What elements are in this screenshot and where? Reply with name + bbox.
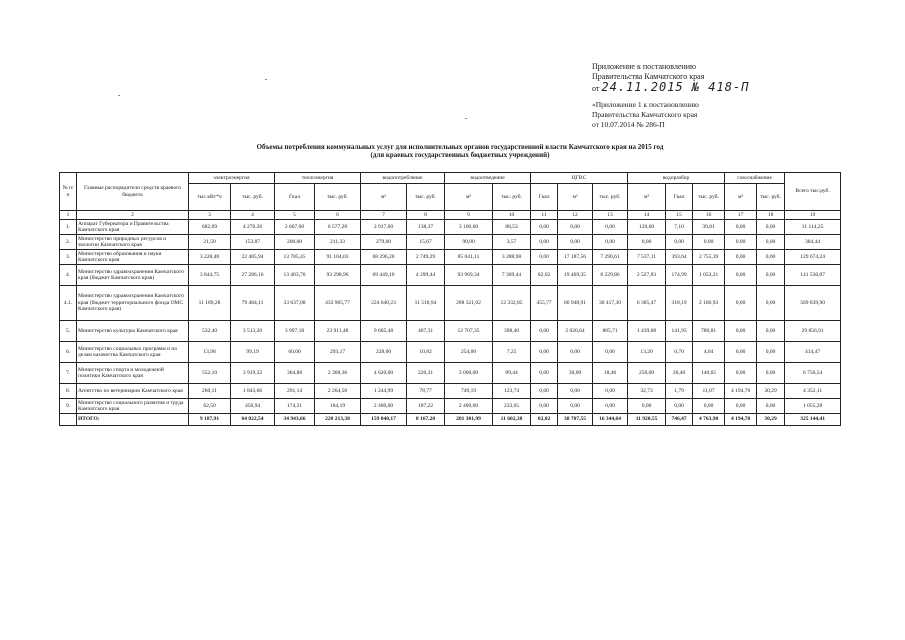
value-cell: 1,79 xyxy=(666,384,693,399)
value-cell: 2 667,00 xyxy=(275,220,315,235)
value-cell: 3 844,75 xyxy=(189,265,231,286)
value-cell: 393,64 xyxy=(666,250,693,265)
header-unit-cell: тыс. руб. xyxy=(757,184,785,211)
value-cell: 29 856,91 xyxy=(785,321,841,342)
row-number: 1. xyxy=(60,220,77,235)
value-cell: 2 527,83 xyxy=(628,265,666,286)
value-cell: 88,53 xyxy=(493,220,531,235)
value-cell: 0,00 xyxy=(593,342,628,363)
resolution-stamp xyxy=(592,62,892,94)
column-number-cell: 6 xyxy=(315,211,361,220)
value-cell: 4 299,44 xyxy=(407,265,445,286)
value-cell: 3 228,48 xyxy=(189,250,231,265)
value-cell: 12 332,85 xyxy=(493,286,531,321)
value-cell: 467,31 xyxy=(407,321,445,342)
value-cell: 0,00 xyxy=(558,399,593,414)
value-cell: 384,44 xyxy=(785,235,841,250)
column-number-cell: 2 xyxy=(77,211,189,220)
value-cell: 0,00 xyxy=(628,235,666,250)
row-name: Аппарат Губернатора и Правительства Камчатского края xyxy=(77,220,189,235)
row-name: Министерство спорта и молодежной политики Камчатского края xyxy=(77,363,189,384)
value-cell: 260,11 xyxy=(189,384,231,399)
value-cell: 138,37 xyxy=(407,220,445,235)
value-cell: 0,00 xyxy=(725,399,757,414)
value-cell: 2 917,00 xyxy=(361,220,407,235)
column-number-cell: 11 xyxy=(531,211,558,220)
value-cell: 224 640,23 xyxy=(361,286,407,321)
value-cell: 0,00 xyxy=(666,399,693,414)
value-cell: 254,00 xyxy=(445,342,493,363)
value-cell: 123,74 xyxy=(493,384,531,399)
scan-speck xyxy=(465,118,467,119)
header-group-sewerage: водоотведение xyxy=(445,173,531,184)
value-cell: 78,77 xyxy=(407,384,445,399)
total-value-cell: 9 187,91 xyxy=(189,414,231,426)
value-cell: 17 187,56 xyxy=(558,250,593,265)
value-cell: 228,00 xyxy=(361,342,407,363)
value-cell: 15,67 xyxy=(407,235,445,250)
value-cell: 288 321,02 xyxy=(445,286,493,321)
stamp-line-2: Правительства Камчатского края xyxy=(592,72,705,81)
row-number: 6. xyxy=(60,342,77,363)
column-number-cell: 18 xyxy=(757,211,785,220)
value-cell: 0,00 xyxy=(558,235,593,250)
value-cell: 184,19 xyxy=(315,399,361,414)
value-cell: 233,05 xyxy=(493,399,531,414)
total-value-cell: 34 943,66 xyxy=(275,414,315,426)
value-cell: 79 484,11 xyxy=(231,286,275,321)
value-cell: 30,29 xyxy=(757,384,785,399)
value-cell: 7 290,61 xyxy=(593,250,628,265)
total-value-cell: 38 707,55 xyxy=(558,414,593,426)
column-number-cell: 16 xyxy=(693,211,725,220)
value-cell: 0,00 xyxy=(757,235,785,250)
total-value-cell: 8 167,20 xyxy=(407,414,445,426)
stamp-line-1: Приложение к постановлению xyxy=(592,62,697,71)
row-number: 2. xyxy=(60,235,77,250)
total-value-cell: 30,29 xyxy=(757,414,785,426)
total-value-cell: 64 022,54 xyxy=(231,414,275,426)
table-row xyxy=(60,363,841,384)
annex-line-1: «Приложение 1 к постановлению xyxy=(592,100,699,109)
value-cell: 2 020,64 xyxy=(558,321,593,342)
value-cell: 2 749,29 xyxy=(407,250,445,265)
total-value-cell: 4 763,98 xyxy=(693,414,725,426)
value-cell: 11 518,94 xyxy=(407,286,445,321)
row-name: Министерство природных ресурсов и экологии Камчатского края xyxy=(77,235,189,250)
value-cell: 3 000,00 xyxy=(445,363,493,384)
value-cell: 0,00 xyxy=(757,250,785,265)
value-cell: 22 485,94 xyxy=(231,250,275,265)
value-cell: 66 948,91 xyxy=(558,286,593,321)
total-value-cell: 4 194,70 xyxy=(725,414,757,426)
value-cell: 682,09 xyxy=(189,220,231,235)
value-cell: 4 194,70 xyxy=(725,384,757,399)
row-number: 4. xyxy=(60,265,77,286)
value-cell: 552,10 xyxy=(189,363,231,384)
row-number: 4.1. xyxy=(60,286,77,321)
value-cell: 11 114,25 xyxy=(785,220,841,235)
value-cell: 0,00 xyxy=(725,321,757,342)
value-cell: 93 298,96 xyxy=(315,265,361,286)
value-cell: 0,00 xyxy=(593,220,628,235)
value-cell: 318,19 xyxy=(666,286,693,321)
total-value-cell: 11 920,55 xyxy=(628,414,666,426)
column-number-cell: 5 xyxy=(275,211,315,220)
value-cell: 85 041,11 xyxy=(445,250,493,265)
value-cell: 0,00 xyxy=(725,342,757,363)
value-cell: 0,00 xyxy=(531,342,558,363)
value-cell: 1 055,28 xyxy=(785,399,841,414)
column-number-cell: 1 xyxy=(60,211,77,220)
table-row xyxy=(60,399,841,414)
value-cell: 90,00 xyxy=(445,235,493,250)
value-cell: 0,00 xyxy=(593,399,628,414)
value-cell: 2 264,58 xyxy=(315,384,361,399)
value-cell: 13,98 xyxy=(189,342,231,363)
value-cell: 220,31 xyxy=(407,363,445,384)
value-cell: 129 674,24 xyxy=(785,250,841,265)
value-cell: 32,73 xyxy=(628,384,666,399)
value-cell: 0,00 xyxy=(531,235,558,250)
header-unit-cell: м³ xyxy=(725,184,757,211)
value-cell: 414,47 xyxy=(785,342,841,363)
value-cell: 11,07 xyxy=(693,384,725,399)
value-cell: 0,00 xyxy=(531,250,558,265)
header-unit-cell: тыс. руб. xyxy=(693,184,725,211)
value-cell: 2 180,93 xyxy=(693,286,725,321)
value-cell: 7,25 xyxy=(493,342,531,363)
total-value-cell: 201 301,99 xyxy=(445,414,493,426)
value-cell: 2 368,36 xyxy=(315,363,361,384)
column-number-cell: 17 xyxy=(725,211,757,220)
value-cell: 12 707,35 xyxy=(445,321,493,342)
value-cell: 1 439,68 xyxy=(628,321,666,342)
value-cell: 4,04 xyxy=(693,342,725,363)
row-name: Агентство по ветеринарии Камчатского края xyxy=(77,384,189,399)
value-cell: 33 637,08 xyxy=(275,286,315,321)
total-value-cell: 16 344,64 xyxy=(593,414,628,426)
value-cell: 4 270,26 xyxy=(231,220,275,235)
value-cell: 3 288,98 xyxy=(493,250,531,265)
value-cell: 174,31 xyxy=(275,399,315,414)
header-unit-cell: Гкал xyxy=(531,184,558,211)
value-cell: 0,00 xyxy=(558,384,593,399)
table-row xyxy=(60,342,841,363)
table-row xyxy=(60,265,841,286)
value-cell: 8 229,86 xyxy=(593,265,628,286)
header-unit-cell: м³ xyxy=(628,184,666,211)
value-cell: 200,00 xyxy=(275,235,315,250)
title-line-2: (для краевых государственных бюджетных учреждений) xyxy=(370,151,550,159)
value-cell: 153,87 xyxy=(231,235,275,250)
header-unit-cell: тыс. руб. xyxy=(231,184,275,211)
value-cell: 91 104,03 xyxy=(315,250,361,265)
table-row xyxy=(60,250,841,265)
column-number-cell: 7 xyxy=(361,211,407,220)
row-number: 8. xyxy=(60,384,77,399)
value-cell: 279,00 xyxy=(361,235,407,250)
value-cell: 99,19 xyxy=(231,342,275,363)
value-cell: 250,00 xyxy=(628,363,666,384)
header-unit-cell: тыс. руб. xyxy=(493,184,531,211)
header-group-gas: газоснабжение xyxy=(725,173,785,184)
header-unit-cell: тыс. руб. xyxy=(593,184,628,211)
row-name: Министерство культуры Камчатского края xyxy=(77,321,189,342)
table-row xyxy=(60,235,841,250)
header-group-water-supply: водопотребление xyxy=(361,173,445,184)
value-cell: 3 997,18 xyxy=(275,321,315,342)
value-cell: 7,10 xyxy=(666,220,693,235)
value-cell: 39,81 xyxy=(693,220,725,235)
value-cell: 141 536,07 xyxy=(785,265,841,286)
document-title xyxy=(200,143,720,159)
value-cell: 2 400,00 xyxy=(361,399,407,414)
total-value-cell: 159 040,17 xyxy=(361,414,407,426)
header-group-electricity: электроэнергия xyxy=(189,173,275,184)
value-cell: 19 469,35 xyxy=(558,265,593,286)
value-cell: 187,22 xyxy=(407,399,445,414)
value-cell: 11 189,28 xyxy=(189,286,231,321)
column-number-cell: 8 xyxy=(407,211,445,220)
value-cell: 0,00 xyxy=(558,220,593,235)
value-cell: 0,00 xyxy=(666,235,693,250)
value-cell: 7 369,44 xyxy=(493,265,531,286)
value-cell: 749,19 xyxy=(445,384,493,399)
value-cell: 0,00 xyxy=(725,286,757,321)
value-cell: 3 919,32 xyxy=(231,363,275,384)
column-number-cell: 14 xyxy=(628,211,666,220)
header-num: № п/п xyxy=(60,173,77,211)
value-cell: 0,00 xyxy=(531,363,558,384)
column-number-cell: 3 xyxy=(189,211,231,220)
value-cell: 68 296,20 xyxy=(361,250,407,265)
value-cell: 4 352,11 xyxy=(785,384,841,399)
column-number-cell: 12 xyxy=(558,211,593,220)
consumption-table xyxy=(59,172,841,426)
header-name: Главные распорядители средств краевого бюджета xyxy=(77,173,189,211)
value-cell: 7 537,11 xyxy=(628,250,666,265)
value-cell: 2 755,39 xyxy=(693,250,725,265)
total-value-cell: 325 144,41 xyxy=(785,414,841,426)
table-row xyxy=(60,321,841,342)
value-cell: 1 052,21 xyxy=(693,265,725,286)
table-row xyxy=(60,384,841,399)
value-cell: 10,82 xyxy=(407,342,445,363)
row-number: 9. xyxy=(60,399,77,414)
header-unit-cell: тыс. руб. xyxy=(315,184,361,211)
value-cell: 0,00 xyxy=(531,220,558,235)
row-number: 3. xyxy=(60,250,77,265)
value-cell: 0,00 xyxy=(693,235,725,250)
value-cell: 30,00 xyxy=(558,363,593,384)
value-cell: 455,77 xyxy=(531,286,558,321)
value-cell: 89,44 xyxy=(493,363,531,384)
value-cell: 1 244,99 xyxy=(361,384,407,399)
value-cell: 805,71 xyxy=(593,321,628,342)
header-group-heat: теплоэнергия xyxy=(275,173,361,184)
value-cell: 69 449,10 xyxy=(361,265,407,286)
header-group-hot-water: ЦГВС xyxy=(531,173,628,184)
stamp-date-prefix: от xyxy=(592,84,600,93)
header-unit-cell: тыс.кВт*ч xyxy=(189,184,231,211)
value-cell: 0,00 xyxy=(757,265,785,286)
column-number-cell: 10 xyxy=(493,211,531,220)
total-value-cell: 746,47 xyxy=(666,414,693,426)
value-cell: 293,17 xyxy=(315,342,361,363)
value-cell: 0,00 xyxy=(725,220,757,235)
value-cell: 0,00 xyxy=(558,342,593,363)
column-number-cell: 15 xyxy=(666,211,693,220)
header-row-groups xyxy=(60,173,841,184)
value-cell: 450,94 xyxy=(231,399,275,414)
scan-speck xyxy=(118,95,120,96)
value-cell: 398,40 xyxy=(493,321,531,342)
value-cell: 0,00 xyxy=(693,399,725,414)
header-unit-cell: м³ xyxy=(361,184,407,211)
total-row xyxy=(60,414,841,426)
value-cell: 780,81 xyxy=(693,321,725,342)
header-unit-cell: Гкал xyxy=(666,184,693,211)
total-blank-cell xyxy=(60,414,77,426)
total-value-cell: 220 213,38 xyxy=(315,414,361,426)
annex-line-2: Правительства Камчатского края xyxy=(592,110,698,119)
total-value-cell: 82,02 xyxy=(531,414,558,426)
value-cell: 3 513,20 xyxy=(231,321,275,342)
annex-reference xyxy=(592,100,892,130)
handwritten-date-number: 24.11.2015 № 418-П xyxy=(601,80,750,94)
value-cell: 532,40 xyxy=(189,321,231,342)
column-number-cell: 13 xyxy=(593,211,628,220)
value-cell: 27 286,16 xyxy=(231,265,275,286)
value-cell: 0,00 xyxy=(757,321,785,342)
column-number-cell: 4 xyxy=(231,211,275,220)
value-cell: 140,65 xyxy=(693,363,725,384)
total-label: ИТОГО: xyxy=(77,414,189,426)
value-cell: 0,00 xyxy=(757,399,785,414)
value-cell: 0,00 xyxy=(531,384,558,399)
value-cell: 569 839,90 xyxy=(785,286,841,321)
value-cell: 3,57 xyxy=(493,235,531,250)
value-cell: 3 100,00 xyxy=(445,220,493,235)
value-cell: 13 403,70 xyxy=(275,265,315,286)
title-line-1: Объемы потребления коммунальных услуг для исполнительных органов государственной власти Камчатского края на 2015 год xyxy=(256,143,664,151)
value-cell: 0,00 xyxy=(593,384,628,399)
value-cell: 141,95 xyxy=(666,321,693,342)
value-cell: 6 385,47 xyxy=(628,286,666,321)
value-cell: 2 400,00 xyxy=(445,399,493,414)
table-row xyxy=(60,286,841,321)
value-cell: 120,00 xyxy=(628,220,666,235)
value-cell: 21,50 xyxy=(189,235,231,250)
row-name: Министерство образования и науки Камчатского края xyxy=(77,250,189,265)
value-cell: 0,70 xyxy=(666,342,693,363)
value-cell: 0,00 xyxy=(725,235,757,250)
value-cell: 0,00 xyxy=(725,363,757,384)
value-cell: 26,40 xyxy=(666,363,693,384)
table-row xyxy=(60,220,841,235)
value-cell: 60,00 xyxy=(275,342,315,363)
value-cell: 9 605,48 xyxy=(361,321,407,342)
annex-line-3: от 10.07.2014 № 286-П xyxy=(592,120,665,129)
row-name: Министерство социальных программ и по делам казачества Камчатского края xyxy=(77,342,189,363)
row-number: 7. xyxy=(60,363,77,384)
value-cell: 0,00 xyxy=(757,220,785,235)
value-cell: 433 905,77 xyxy=(315,286,361,321)
value-cell: 0,00 xyxy=(757,286,785,321)
header-row-column-numbers xyxy=(60,211,841,220)
value-cell: 0,00 xyxy=(531,399,558,414)
value-cell: 364,88 xyxy=(275,363,315,384)
column-number-cell: 9 xyxy=(445,211,493,220)
value-cell: 62,50 xyxy=(189,399,231,414)
value-cell: 0,00 xyxy=(593,235,628,250)
row-number: 5. xyxy=(60,321,77,342)
value-cell: 1 843,66 xyxy=(231,384,275,399)
value-cell: 13 785,45 xyxy=(275,250,315,265)
value-cell: 291,14 xyxy=(275,384,315,399)
column-number-cell: 19 xyxy=(785,211,841,220)
total-value-cell: 11 602,38 xyxy=(493,414,531,426)
header-unit-cell: м³ xyxy=(445,184,493,211)
value-cell: 23 911,48 xyxy=(315,321,361,342)
row-name: Министерство здравоохранения Камчатского края (бюджет Камчатского края) xyxy=(77,265,189,286)
value-cell: 0,00 xyxy=(757,363,785,384)
value-cell: 0,00 xyxy=(725,265,757,286)
value-cell: 0,00 xyxy=(757,342,785,363)
value-cell: 0,00 xyxy=(725,250,757,265)
value-cell: 6 577,28 xyxy=(315,220,361,235)
value-cell: 0,00 xyxy=(628,399,666,414)
value-cell: 4 620,00 xyxy=(361,363,407,384)
header-total: Всего тыс.руб. xyxy=(785,173,841,211)
row-name: Министерство здравоохранения Камчатского края (бюджет территориального фонда ОМС Камчатского края) xyxy=(77,286,189,321)
header-group-water-draw: водоразбор xyxy=(628,173,725,184)
value-cell: 211,33 xyxy=(315,235,361,250)
header-unit-cell: тыс. руб. xyxy=(407,184,445,211)
value-cell: 82,02 xyxy=(531,265,558,286)
header-unit-cell: м³ xyxy=(558,184,593,211)
value-cell: 6 756,54 xyxy=(785,363,841,384)
value-cell: 93 969,34 xyxy=(445,265,493,286)
scan-speck xyxy=(265,79,267,80)
header-unit-cell: Гкал xyxy=(275,184,315,211)
row-name: Министерство социального развития и труда Камчатского края xyxy=(77,399,189,414)
value-cell: 0,00 xyxy=(531,321,558,342)
value-cell: 13,20 xyxy=(628,342,666,363)
value-cell: 30 417,30 xyxy=(593,286,628,321)
value-cell: 174,99 xyxy=(666,265,693,286)
value-cell: 18,46 xyxy=(593,363,628,384)
